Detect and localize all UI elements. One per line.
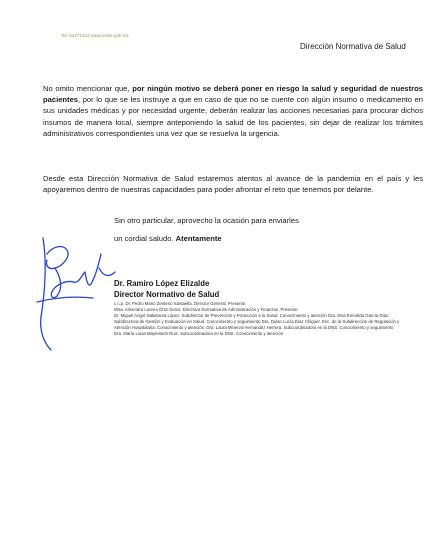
header-office: Dirección Normativa de Salud (300, 42, 406, 51)
signer-title: Director Normativo de Salud (114, 290, 220, 299)
cc-line: c.c.p. Dr. Pedro Mario Zenteno Santaella. Director General. Presente. (114, 301, 247, 306)
closing-line-1: Sin otro particular, aprovecho la ocasión para enviarles (114, 216, 299, 225)
closing-line-2 (114, 234, 222, 243)
cc-line: Dra. María Luisa Mayerstein Ruiz. Subcoordinadora en la DNS. Conocimiento y atención (114, 331, 284, 337)
cc-line: Mtra. Almendra Lorena Ortiz Genis. Directora Normativa de Administración y Finanzas. Presente (114, 307, 298, 313)
closing-greeting: un cordial saludo. (114, 234, 176, 243)
paragraph-1 (43, 83, 423, 139)
signer-name: Dr. Ramiro López Elizalde (114, 279, 210, 288)
cc-line: Dr. Miguel Angel Nakamura López. Subdirector de Prevención y Protección a la Salud. Conocimiento y atención Dra. Elsa Erendida García Díaz. Subdirectora de Gestión y Evaluación en Salud. Conocimiento y seguimiento Dra. Dylan Lucía Díaz Chiguer. Enc. de la Subdirección de Regulación y Atención Hospitalaria. Conocimiento y atención. Dra. Laura Minerva Hernandez Herrera. Subcoordinadora en la DNS. Conocimiento y seguimiento (114, 313, 400, 331)
header-contact: Tel. 54471434 www.issste.gob.mx (61, 33, 129, 38)
paragraph-1-emphasis: por ningún motivo se deberá poner en riesgo la salud y seguridad de nuestros pacientes (43, 84, 423, 105)
paragraph-2: Desde esta Dirección Normativa de Salud estaremos atentos al avance de la pandemia en el país y les apoyaremos dentro de nuestras capacidades para poder afrontar el reto que tenemos por delante. (43, 174, 423, 195)
paragraph-1-lead: No omito mencionar que, (43, 84, 133, 93)
cc-list (114, 301, 414, 338)
signature-image (33, 232, 118, 352)
paragraph-1-rest: , por lo que se les instruye a que en caso de que no se cuente con algún insumo o medicamento en sus unidades médicas y por necesidad urgente, deberán realizar las acciones necesarias para procurar dichos insumos de manera local, siempre anteponiendo la salud de los pacientes, sin dejar de realizar los trámites administrativos correspondientes una vez que se resuelva la urgencia. (43, 95, 423, 138)
closing-atentamente: Atentamente (175, 234, 222, 243)
